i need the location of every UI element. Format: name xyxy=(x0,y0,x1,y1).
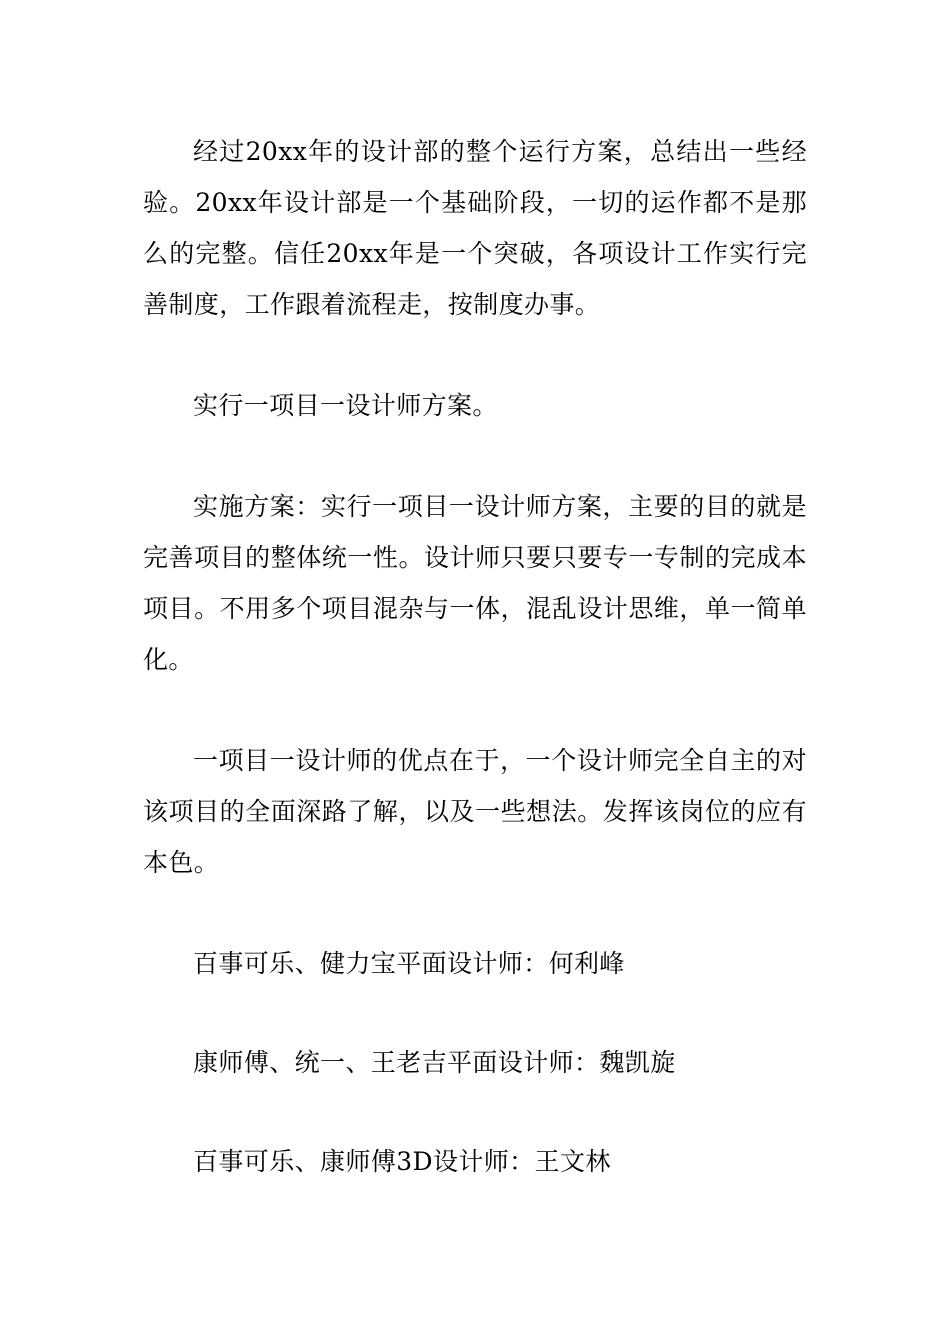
designer-assignment-3: 百事可乐、康师傅3D设计师：王文林 xyxy=(193,1147,611,1176)
designer-assignment-1: 百事可乐、健力宝平面设计师：何利峰 xyxy=(193,949,625,978)
paragraph-implementation: 实施方案：实行一项目一设计师方案，主要的目的就是完善项目的整体统一性。设计师只要只要专一专制的完成本项目。不用多个项目混杂与一体，混乱设计思维，单一简单化。 xyxy=(143,492,807,674)
paragraph-summary: 经过20xx年的设计部的整个运行方案，总结出一些经验。20xx年设计部是一个基础阶段，一切的运作都不是那么的完整。信任20xx年是一个突破，各项设计工作实行完善制度，工作跟着流程走，按制度办事。 xyxy=(143,137,807,319)
designer-assignment-2: 康师傅、统一、王老吉平面设计师：魏凯旋 xyxy=(193,1048,676,1077)
paragraph-plan-title: 实行一项目一设计师方案。 xyxy=(193,391,498,420)
document-body xyxy=(143,126,807,1187)
paragraph-advantages: 一项目一设计师的优点在于，一个设计师完全自主的对该项目的全面深路了解，以及一些想法。发挥该岗位的应有本色。 xyxy=(143,746,807,877)
